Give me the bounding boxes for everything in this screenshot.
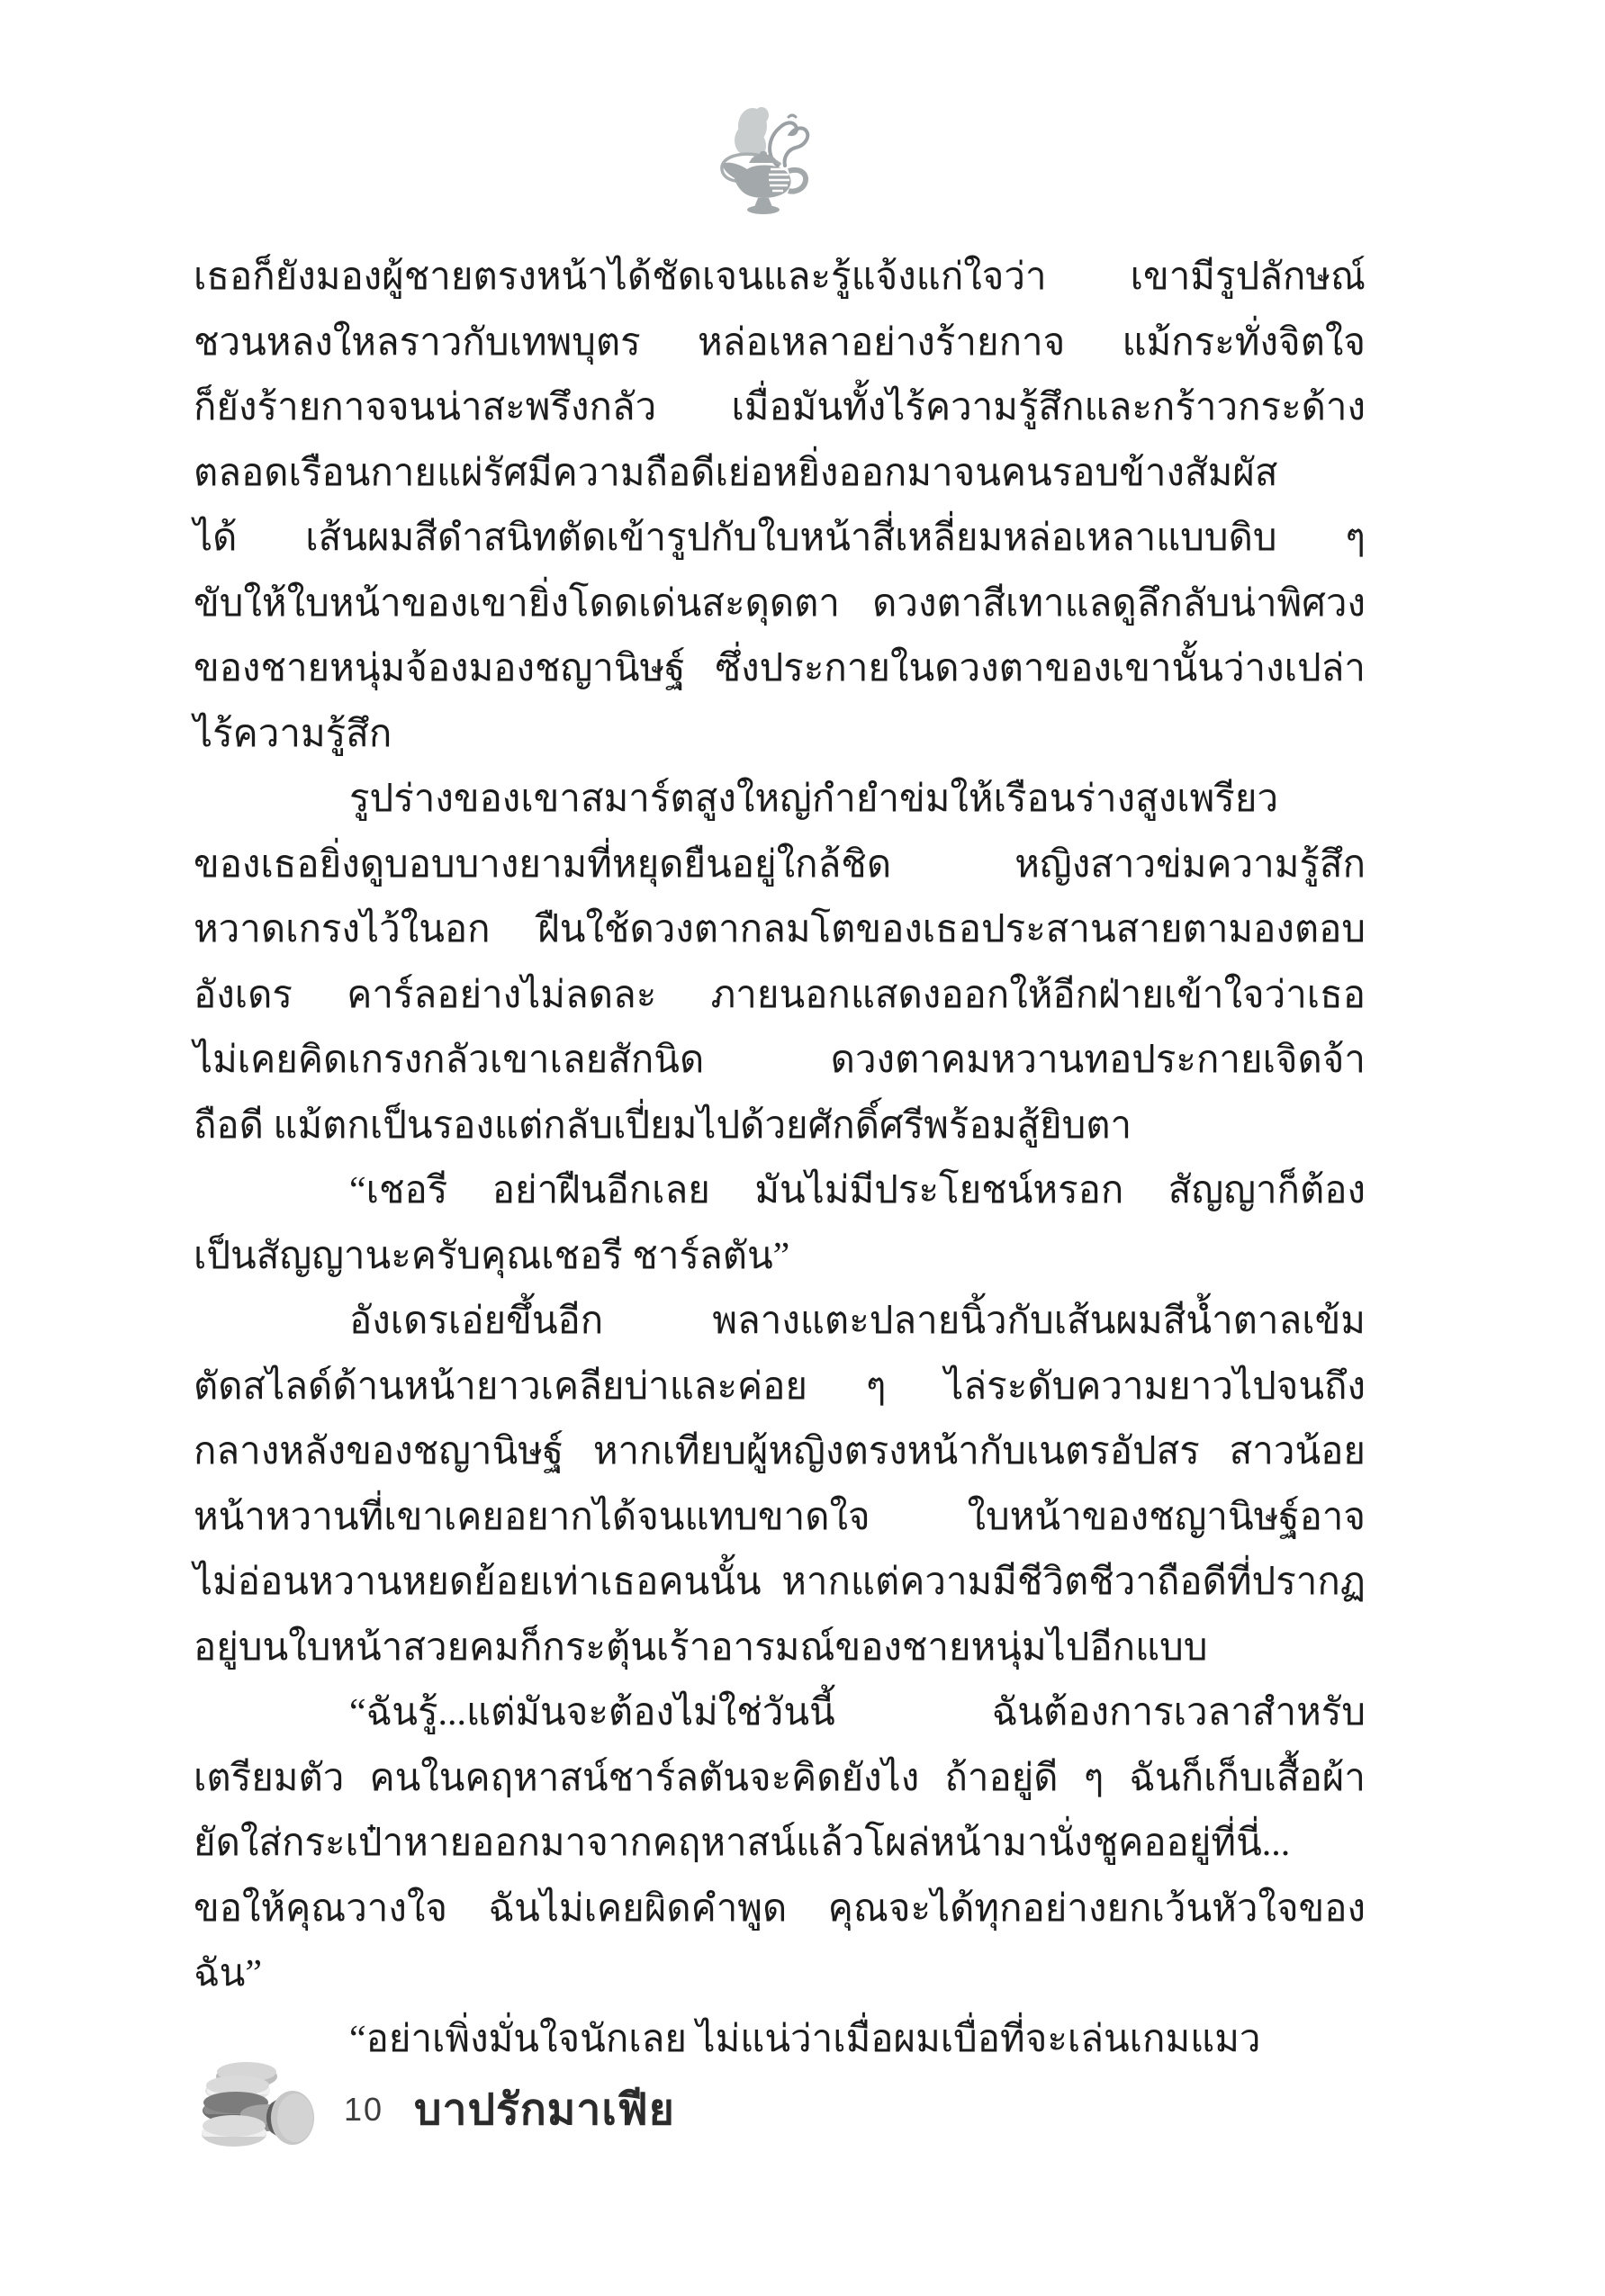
text-line: “ฉันรู้...แต่มันจะต้องไม่ใช่วันนี้ ฉันต้องการเวลาสำหรับ [349, 1692, 1366, 1733]
text-line: อยู่บนใบหน้าสวยคมก็กระตุ้นเร้าอารมณ์ของชายหนุ่มไปอีกแบบ [194, 1626, 1208, 1669]
text-line: ตลอดเรือนกายแผ่รัศมีความถือดีเย่อหยิ่งออกมาจนคนรอบข้างสัมผัส [194, 452, 1278, 494]
genie-lamp-icon [702, 101, 828, 227]
page-footer [191, 2059, 675, 2160]
text-line: “เชอรี อย่าฝืนอีกเลย มันไม่มีประโยชน์หรอก สัญญาก็ต้อง [349, 1170, 1366, 1211]
text-line: ชวนหลงใหลราวกับเทพบุตร หล่อเหลาอย่างร้ายกาจ แม้กระทั่งจิตใจ [194, 321, 1366, 364]
text-line: ก็ยังร้ายกาจจนน่าสะพรึงกลัว เมื่อมันทั้งไร้ความรู้สึกและกร้าวกระด้าง [194, 387, 1366, 428]
text-line: กลางหลังของชญานิษฐ์ หากเทียบผู้หญิงตรงหน้ากับเนตรอัปสร สาวน้อย [194, 1431, 1366, 1472]
text-line: เตรียมตัว คนในคฤหาสน์ชาร์ลตันจะคิดยังไง ถ้าอยู่ดี ๆ ฉันก็เก็บเสื้อผ้า [194, 1757, 1366, 1799]
text-line: อังเดร คาร์ลอย่างไม่ลดละ ภายนอกแสดงออกให้อีกฝ่ายเข้าใจว่าเธอ [194, 974, 1366, 1016]
text-line: ได้ เส้นผมสีดำสนิทตัดเข้ารูปกับใบหน้าสี่เหลี่ยมหล่อเหลาแบบดิบ ๆ [194, 518, 1366, 559]
text-line: เป็นสัญญานะครับคุณเชอรี ชาร์ลตัน” [194, 1235, 790, 1277]
text-line: ไม่อ่อนหวานหยดย้อยเท่าเธอคนนั้น หากแต่ความมีชีวิตชีวาถือดีที่ปรากฏ [194, 1562, 1366, 1603]
text-line: ขอให้คุณวางใจ ฉันไม่เคยผิดคำพูด คุณจะได้ทุกอย่างยกเว้นหัวใจของ [194, 1887, 1366, 1930]
text-line: ถือดี แม้ตกเป็นรองแต่กลับเปี่ยมไปด้วยศักดิ์ศรีพร้อมสู้ยิบตา [194, 1104, 1132, 1147]
macarons-icon [191, 2060, 319, 2159]
book-title: บาปรักมาเฟีย [414, 2086, 675, 2134]
text-line: ยัดใส่กระเป๋าหายออกมาจากคฤหาสน์แล้วโผล่หน้ามานั่งชูคออยู่ที่นี่... [194, 1823, 1291, 1864]
page-number: 10 [344, 2091, 384, 2128]
text-line: รูปร่างของเขาสมาร์ตสูงใหญ่กำยำข่มให้เรือนร่างสูงเพรียว [349, 779, 1279, 820]
text-line: ไร้ความรู้สึก [194, 713, 392, 755]
text-line: อังเดรเอ่ยขึ้นอีก พลางแตะปลายนิ้วกับเส้นผมสีน้ำตาลเข้ม [349, 1301, 1366, 1342]
text-line: เธอก็ยังมองผู้ชายตรงหน้าได้ชัดเจนและรู้แจ้งแก่ใจว่า เขามีรูปลักษณ์ [194, 257, 1366, 298]
text-line: ตัดสไลด์ด้านหน้ายาวเคลียบ่าและค่อย ๆ ไล่ระดับความยาวไปจนถึง [194, 1365, 1366, 1408]
text-line: ของชายหนุ่มจ้องมองชญานิษฐ์ ซึ่งประกายในดวงตาของเขานั้นว่างเปล่า [194, 648, 1366, 689]
text-line: ไม่เคยคิดเกรงกลัวเขาเลยสักนิด ดวงตาคมหวานทอประกายเจิดจ้า [194, 1040, 1366, 1081]
text-line: ขับให้ใบหน้าของเขายิ่งโดดเด่นสะดุดตา ดวงตาสีเทาแลดูลึกลับน่าพิศวง [194, 582, 1366, 625]
text-line: ฉัน” [194, 1953, 262, 1994]
text-line: “อย่าเพิ่งมั่นใจนักเลย ไม่แน่ว่าเมื่อผมเบื่อที่จะเล่นเกมแมว [349, 2018, 1261, 2060]
text-line: หวาดเกรงไว้ในอก ฝืนใช้ดวงตากลมโตของเธอประสานสายตามองตอบ [194, 909, 1366, 950]
page-text [194, 245, 1366, 2072]
text-line: ของเธอยิ่งดูบอบบางยามที่หยุดยืนอยู่ใกล้ชิด หญิงสาวข่มความรู้สึก [194, 843, 1366, 886]
text-line: หน้าหวานที่เขาเคยอยากได้จนแทบขาดใจ ใบหน้าของชญานิษฐ์อาจ [194, 1496, 1366, 1538]
